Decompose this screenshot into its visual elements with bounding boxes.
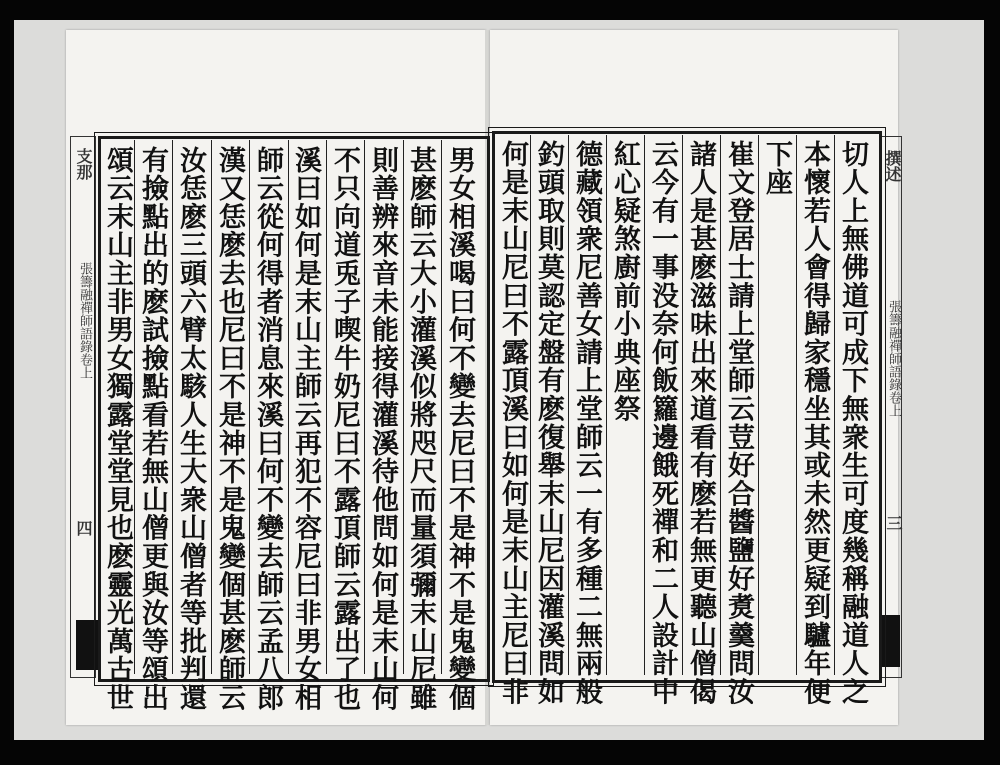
right-column-7: 紅心疑煞廚前小典座祭 (609, 140, 640, 423)
right-column-rule (834, 135, 835, 675)
left-column-2: 甚麽師云大小灌溪似將咫尺而量須彌末山尼雖 (405, 146, 436, 712)
left-column-rule (172, 140, 173, 674)
right-margin-title: 撰述 (883, 150, 902, 182)
left-column-rule (326, 140, 327, 674)
left-column-7: 漢又恁麽去也尼曰不是神不是鬼變個甚麽師云 (214, 146, 245, 712)
left-column-rule (134, 140, 135, 674)
left-column-rule (288, 140, 289, 674)
right-column-1: 切人上無佛道可成下無衆生可度幾稱融道人之 (837, 140, 868, 706)
right-column-rule (606, 135, 607, 675)
right-column-rule (568, 135, 569, 675)
right-margin-book-title: 張籌融禪師語錄卷上 (886, 300, 901, 417)
right-column-2: 本懷若人會得歸家穩坐其或未然更疑到驢年便 (799, 140, 830, 706)
left-edge-tab (76, 620, 98, 670)
right-column-6: 云今有一事没奈何飯籮邊餓死禪和二人設計中 (647, 140, 678, 706)
left-column-rule (441, 140, 442, 674)
right-column-9: 釣頭取則莫認定盤有麽復舉末山尼因灌溪問如 (533, 140, 564, 706)
left-column-10: 頌云末山主非男女獨露堂堂見也麽靈光萬古世 (102, 146, 133, 712)
left-page-number: 四 (74, 520, 93, 536)
left-column-rule (364, 140, 365, 674)
right-edge-tab (880, 615, 900, 667)
left-column-4: 不只向道兎子喫牛奶尼曰不露頂師云露出了也 (329, 146, 360, 712)
left-column-rule (249, 140, 250, 674)
right-column-10: 何是末山尼曰不露頂溪曰如何是末山主尼曰非 (497, 140, 528, 706)
right-column-5: 諸人是甚麽滋味出來道看有麽若無更聽山僧偈 (685, 140, 716, 706)
right-page-number: 三 (884, 515, 903, 531)
left-column-rule (211, 140, 212, 674)
left-margin-book-title: 張籌融禪師語錄卷上 (77, 262, 92, 379)
right-column-3: 下座 (761, 140, 792, 197)
left-column-9: 有撿點出的麽試撿點看若無山僧更與汝等頌出 (137, 146, 168, 712)
left-column-5: 溪曰如何是末山主師云再犯不容尼曰非男女相 (290, 146, 321, 712)
right-column-rule (530, 135, 531, 675)
left-column-8: 汝恁麽三頭六臂太駭人生大衆山僧者等批判還 (175, 146, 206, 712)
right-column-rule (644, 135, 645, 675)
left-column-6: 師云從何得者消息來溪曰何不變去師云孟八郎 (252, 146, 283, 712)
right-column-4: 崔文登居士請上堂師云荳好合醬鹽好煑羹問汝 (723, 140, 754, 706)
right-column-rule (796, 135, 797, 675)
right-column-rule (682, 135, 683, 675)
left-column-rule (403, 140, 404, 674)
right-column-8: 德藏領衆尼善女請上堂師云一有多種二無兩般 (571, 140, 602, 706)
left-column-1: 男女相溪喝曰何不變去尼曰不是神不是鬼變個 (444, 146, 475, 712)
right-column-rule (758, 135, 759, 675)
left-margin-strip (70, 136, 96, 678)
left-column-3: 則善辨來音未能接得灌溪待他問如何是末山何 (367, 146, 398, 712)
right-column-rule (720, 135, 721, 675)
left-margin-title: 支那 (74, 148, 93, 180)
